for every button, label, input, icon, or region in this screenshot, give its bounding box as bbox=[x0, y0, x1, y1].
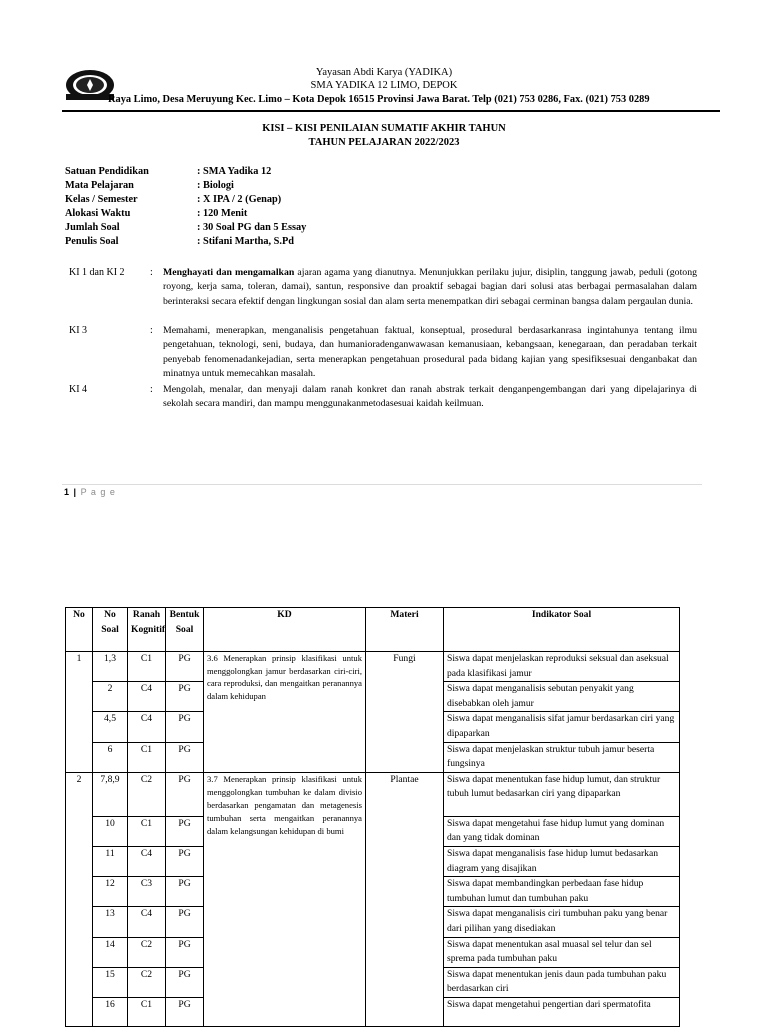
ranah: C2 bbox=[128, 772, 166, 816]
no-soal: 7,8,9 bbox=[93, 772, 128, 816]
ranah: C4 bbox=[128, 846, 166, 876]
bentuk: PG bbox=[166, 816, 204, 846]
bentuk: PG bbox=[166, 712, 204, 742]
bentuk: PG bbox=[166, 742, 204, 772]
no-soal: 15 bbox=[93, 967, 128, 997]
column-header: Indikator Soal bbox=[444, 608, 680, 652]
no-soal: 1,3 bbox=[93, 652, 128, 682]
identity-label: Jumlah Soal bbox=[65, 222, 120, 233]
materi-cell: Fungi bbox=[366, 652, 444, 773]
identity-value: : Stifani Martha, S.Pd bbox=[197, 236, 294, 247]
indikator: Siswa dapat membandingkan perbedaan fase hidup tumbuhan lumut dan tumbuhan paku bbox=[444, 877, 680, 907]
bentuk: PG bbox=[166, 997, 204, 1026]
indikator: Siswa dapat menganalisis ciri tumbuhan paku yang benar dari pilihan yang disediakan bbox=[444, 907, 680, 937]
indikator: Siswa dapat menentukan asal muasal sel telur dan sel sprema pada tumbuhan paku bbox=[444, 937, 680, 967]
page-footer bbox=[64, 487, 116, 497]
table-header-row bbox=[66, 608, 680, 652]
document-title: KISI – KISI PENILAIAN SUMATIF AKHIR TAHUN bbox=[262, 123, 506, 134]
identity-value: : Biologi bbox=[197, 180, 234, 191]
identity-value: : 120 Menit bbox=[197, 208, 248, 219]
bentuk: PG bbox=[166, 967, 204, 997]
ranah: C2 bbox=[128, 937, 166, 967]
kd-cell: 3.6 Menerapkan prinsip klasifikasi untuk menggolongkan jamur berdasarkan ciri-ciri, cara reproduksi, dan mengaitkan peranannya dalam kehidupan bbox=[204, 652, 366, 773]
bentuk: PG bbox=[166, 772, 204, 816]
ranah: C1 bbox=[128, 997, 166, 1026]
no-soal: 6 bbox=[93, 742, 128, 772]
ki-text-bold: Menghayati dan mengamalkan bbox=[163, 267, 295, 278]
ki-label: KI 3 bbox=[69, 325, 88, 336]
ranah: C3 bbox=[128, 877, 166, 907]
page-label: P a g e bbox=[80, 487, 116, 497]
indikator: Siswa dapat mengetahui pengertian dari spermatofita bbox=[444, 997, 680, 1026]
identity-label: Satuan Pendidikan bbox=[65, 166, 149, 177]
column-header: KD bbox=[204, 608, 366, 652]
column-header: Ranah Kognitif bbox=[128, 608, 166, 652]
kisi-table bbox=[65, 607, 680, 1027]
school-address: Raya Limo, Desa Meruyung Kec. Limo – Kota Depok 16515 Provinsi Jawa Barat. Telp (021) 753 0286, Fax. (021) 753 0289 bbox=[108, 94, 650, 105]
ki-colon: : bbox=[150, 267, 153, 278]
ki-text: Memahami, menerapkan, menganalisis pengetahuan faktual, konseptual, prosedural berdasarkanrasa ingintahunya tentang ilmu pengetahuan, teknologi, seni, budaya, dan humanioradenganwawasan kemanusiaan, kebangsaan, kenegaraan, dan peradaban terkait penyebab fenomenadankejadian, serta menerapkan pengetahuan prosedural pada bidang kajian yang spesifiksesuai denganbakat dan minatnya untuk memecahkan masalah. bbox=[163, 325, 697, 379]
group-no: 1 bbox=[66, 652, 93, 773]
no-soal: 11 bbox=[93, 846, 128, 876]
indikator: Siswa dapat menentukan jenis daun pada tumbuhan paku berdasarkan ciri bbox=[444, 967, 680, 997]
ki-text bbox=[163, 266, 697, 309]
no-soal: 10 bbox=[93, 816, 128, 846]
no-soal: 2 bbox=[93, 682, 128, 712]
table-row bbox=[66, 772, 680, 816]
column-header: Materi bbox=[366, 608, 444, 652]
page-separator: | bbox=[73, 487, 78, 497]
ranah: C1 bbox=[128, 652, 166, 682]
header-divider bbox=[62, 110, 720, 112]
ki-colon: : bbox=[150, 325, 153, 336]
identity-value: : X IPA / 2 (Genap) bbox=[197, 194, 282, 205]
ki-text-rest: ajaran agama yang dianutnya. Menunjukkan perilaku jujur, disiplin, tanggung jawab, peduli (gotong royong, kerja sama, toleran, damai), santun, responsive dan proaktif sebagai bagian dari solusi atas berbagai permasalahan dalam berinteraksi secara efektif dengan lingkungan sosial dan alam serta menempatkan diri sebagai cerminan bangsa dalam pergaulan dunia. bbox=[163, 267, 697, 307]
ki-label: KI 1 dan KI 2 bbox=[69, 267, 125, 278]
bentuk: PG bbox=[166, 937, 204, 967]
no-soal: 14 bbox=[93, 937, 128, 967]
identity-label: Kelas / Semester bbox=[65, 194, 138, 205]
identity-label: Mata Pelajaran bbox=[65, 180, 134, 191]
indikator: Siswa dapat menganalisis sebutan penyakit yang disebabkan oleh jamur bbox=[444, 682, 680, 712]
indikator: Siswa dapat menganalisis sifat jamur berdasarkan ciri yang dipaparkan bbox=[444, 712, 680, 742]
ki-colon: : bbox=[150, 384, 153, 395]
materi-cell: Plantae bbox=[366, 772, 444, 1026]
kd-cell: 3.7 Menerapkan prinsip klasifikasi untuk menggolongkan tumbuhan ke dalam divisio berdasarkan pengamatan dan metagenesis tumbuhan serta mengaitkan peranannya dalam kelangsungan kehidupan di bumi bbox=[204, 772, 366, 1026]
identity-value: : 30 Soal PG dan 5 Essay bbox=[197, 222, 307, 233]
column-header: No Soal bbox=[93, 608, 128, 652]
ki-label: KI 4 bbox=[69, 384, 88, 395]
no-soal: 4,5 bbox=[93, 712, 128, 742]
ranah: C1 bbox=[128, 742, 166, 772]
table-row bbox=[66, 652, 680, 682]
no-soal: 12 bbox=[93, 877, 128, 907]
ranah: C4 bbox=[128, 712, 166, 742]
no-soal: 13 bbox=[93, 907, 128, 937]
ranah: C1 bbox=[128, 816, 166, 846]
bentuk: PG bbox=[166, 652, 204, 682]
indikator: Siswa dapat menentukan fase hidup lumut, dan struktur tubuh lumut bedasarkan ciri yang dipaparkan bbox=[444, 772, 680, 816]
school-name: SMA YADIKA 12 LIMO, DEPOK bbox=[310, 80, 458, 91]
identity-label: Alokasi Waktu bbox=[65, 208, 131, 219]
bentuk: PG bbox=[166, 682, 204, 712]
column-header: No bbox=[66, 608, 93, 652]
group-no: 2 bbox=[66, 772, 93, 1026]
indikator: Siswa dapat menganalisis fase hidup lumut bedasarkan diagram yang disajikan bbox=[444, 846, 680, 876]
document-subtitle: TAHUN PELAJARAN 2022/2023 bbox=[308, 137, 460, 148]
ranah: C4 bbox=[128, 682, 166, 712]
bentuk: PG bbox=[166, 846, 204, 876]
page-number: 1 bbox=[64, 487, 71, 497]
foundation-name: Yayasan Abdi Karya (YADIKA) bbox=[315, 67, 453, 78]
indikator: Siswa dapat menjelaskan reproduksi seksual dan aseksual pada klasifikasi jamur bbox=[444, 652, 680, 682]
column-header: Bentuk Soal bbox=[166, 608, 204, 652]
footer-divider bbox=[62, 484, 702, 485]
ranah: C2 bbox=[128, 967, 166, 997]
bentuk: PG bbox=[166, 877, 204, 907]
no-soal: 16 bbox=[93, 997, 128, 1026]
indikator: Siswa dapat mengetahui fase hidup lumut yang dominan dan yang tidak dominan bbox=[444, 816, 680, 846]
identity-value: : SMA Yadika 12 bbox=[197, 166, 272, 177]
bentuk: PG bbox=[166, 907, 204, 937]
identity-label: Penulis Soal bbox=[65, 236, 119, 247]
ranah: C4 bbox=[128, 907, 166, 937]
indikator: Siswa dapat menjelaskan struktur tubuh jamur beserta fungsinya bbox=[444, 742, 680, 772]
ki-text: Mengolah, menalar, dan menyaji dalam ranah konkret dan ranah abstrak terkait denganpengembangan dari yang dipelajarinya di sekolah secara mandiri, dan mampu menggunakanmetodasesuai kaidah keilmuan. bbox=[163, 384, 697, 410]
